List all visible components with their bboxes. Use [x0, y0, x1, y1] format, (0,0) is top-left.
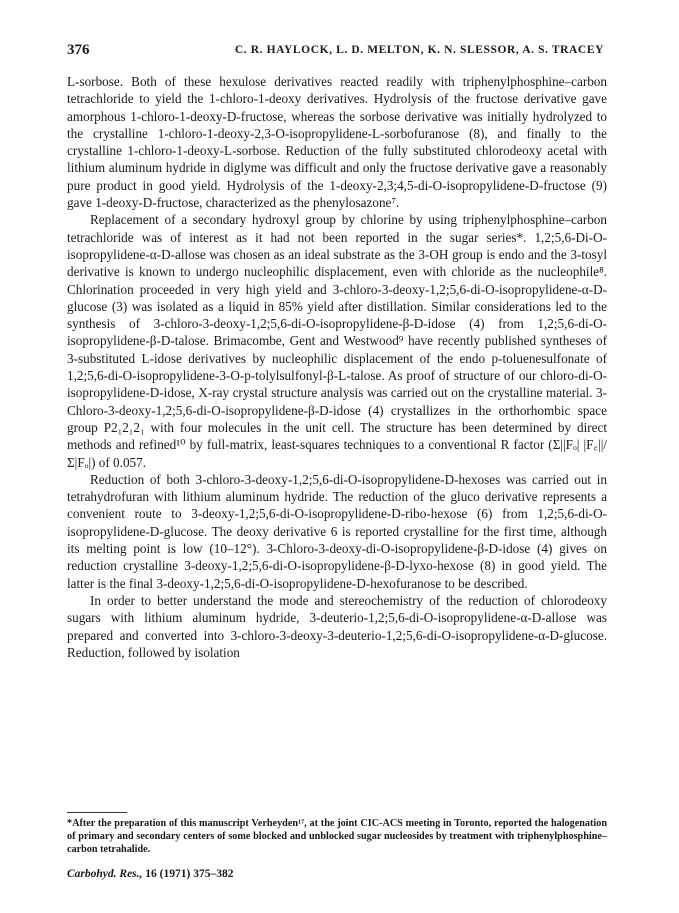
page-header	[67, 42, 604, 62]
paragraph-continued: L-sorbose. Both of these hexulose derivatives reacted readily with triphenylphosphine–carbon tetrachloride to yield the 1-chloro-1-deoxy derivatives. Hydrolysis of the fructose derivative gave amorphous 1-chloro-1-deoxy-D-fructose, whereas the sorbose derivative was initially hydrolyzed to the crystalline 1-chloro-1-deoxy-2,3-O-isopropylidene-L-sorbofuranose (8), and finally to the crystalline 1-chloro-1-deoxy-L-sorbose. Reduction of the fully substituted chlorodeoxy acetal with lithium aluminum hydride in diglyme was difficult and only the fructose derivative gave a reasonably pure product in good yield. Hydrolysis of the 1-deoxy-2,3;4,5-di-O-isopropylidene-D-fructose (9) gave 1-deoxy-D-fructose, characterized as the phenylosazone⁷.	[67, 74, 607, 211]
page-number: 376	[67, 42, 90, 58]
paragraph-reduction: Reduction of both 3-chloro-3-deoxy-1,2;5,6-di-O-isopropylidene-D-hexoses was carried out in tetrahydrofuran with lithium aluminum hydride. The reduction of the gluco derivative represents a convenient route to 3-deoxy-1,2;5,6-di-O-isopropylidene-D-ribo-hexose (6) from 1,2;5,6-di-O-isopropylidene-D-glucose. The deoxy derivative 6 is reported crystalline for the first time, although its melting point is low (10–12°). 3-Chloro-3-deoxy-di-O-isopropylidene-β-D-idose (4) gives on reduction crystalline 3-deoxy-1,2;5,6-di-O-isopropylidene-β-D-lyxo-hexose (8) in good yield. The latter is the final 3-deoxy-1,2;5,6-di-O-isopropylidene-D-hexofuranose to be described.	[67, 471, 607, 591]
footnote: *After the preparation of this manuscript Verheyden¹⁷, at the joint CIC-ACS meeting in Toronto, reported the halogenation of primary and secondary centers of some blocked and unblocked sugar nucleosides by treatment with triphenylphosphine–carbon tetrahalide.	[67, 818, 607, 855]
running-head: C. R. HAYLOCK, L. D. MELTON, K. N. SLESSOR, A. S. TRACEY	[234, 44, 604, 56]
journal-citation	[67, 868, 233, 880]
paragraph-replacement: Replacement of a secondary hydroxyl group by chlorine by using triphenylphosphine–carbon tetrachloride was of interest as it had not been reported in the sugar series*. 1,2;5,6-Di-O-isopropylidene-α-D-allose was chosen as an ideal substrate as the 3-OH group is endo and the 3-tosyl derivative is known to undergo nucleophilic displacement, even with chloride as the nucleophile⁸. Chlorination proceeded in very high yield and 3-chloro-3-deoxy-1,2;5,6-di-O-isopropylidene-α-D-glucose (3) was isolated as a liquid in 85% yield after distillation. Similar considerations led to the synthesis of 3-chloro-3-deoxy-1,2;5,6-di-O-isopropylidene-β-D-idose (4) from 1,2;5,6-di-O-isopropylidene-β-D-talose. Brimacombe, Gent and Westwood⁹ have recently published syntheses of 3-substituted L-idose derivatives by nucleophilic displacement of the endo p-toluenesulfonate of 1,2;5,6-di-O-isopropylidene-3-O-p-tolylsulfonyl-β-L-talose. As proof of structure of our chloro-di-O-isopropylidene-D-idose, X-ray crystal structure analysis was carried out on the crystalline material. 3-Chloro-3-deoxy-1,2;5,6-di-O-isopropylidene-β-D-idose (4) crystallizes in the orthorhombic space group P2₁2₁2₁ with four molecules in the unit cell. The structure has been determined by direct methods and refined¹⁰ by full-matrix, least-squares techniques to a conventional R factor (Σ||Fₒ| |F꜀||/Σ|Fₒ|) of 0.057.	[67, 212, 607, 470]
journal-name: Carbohyd. Res.,	[67, 868, 143, 880]
body-text	[67, 73, 607, 661]
journal-volume: 16 (1971) 375–382	[145, 868, 234, 880]
paragraph-stereochemistry: In order to better understand the mode and stereochemistry of the reduction of chlorodeoxy sugars with lithium aluminum hydride, 3-deuterio-1,2;5,6-di-O-isopropylidene-α-D-allose was prepared and converted into 3-chloro-3-deoxy-3-deuterio-1,2;5,6-di-O-isopropylidene-α-D-glucose. Reduction, followed by isolation	[67, 592, 607, 660]
footnote-rule	[67, 812, 127, 813]
